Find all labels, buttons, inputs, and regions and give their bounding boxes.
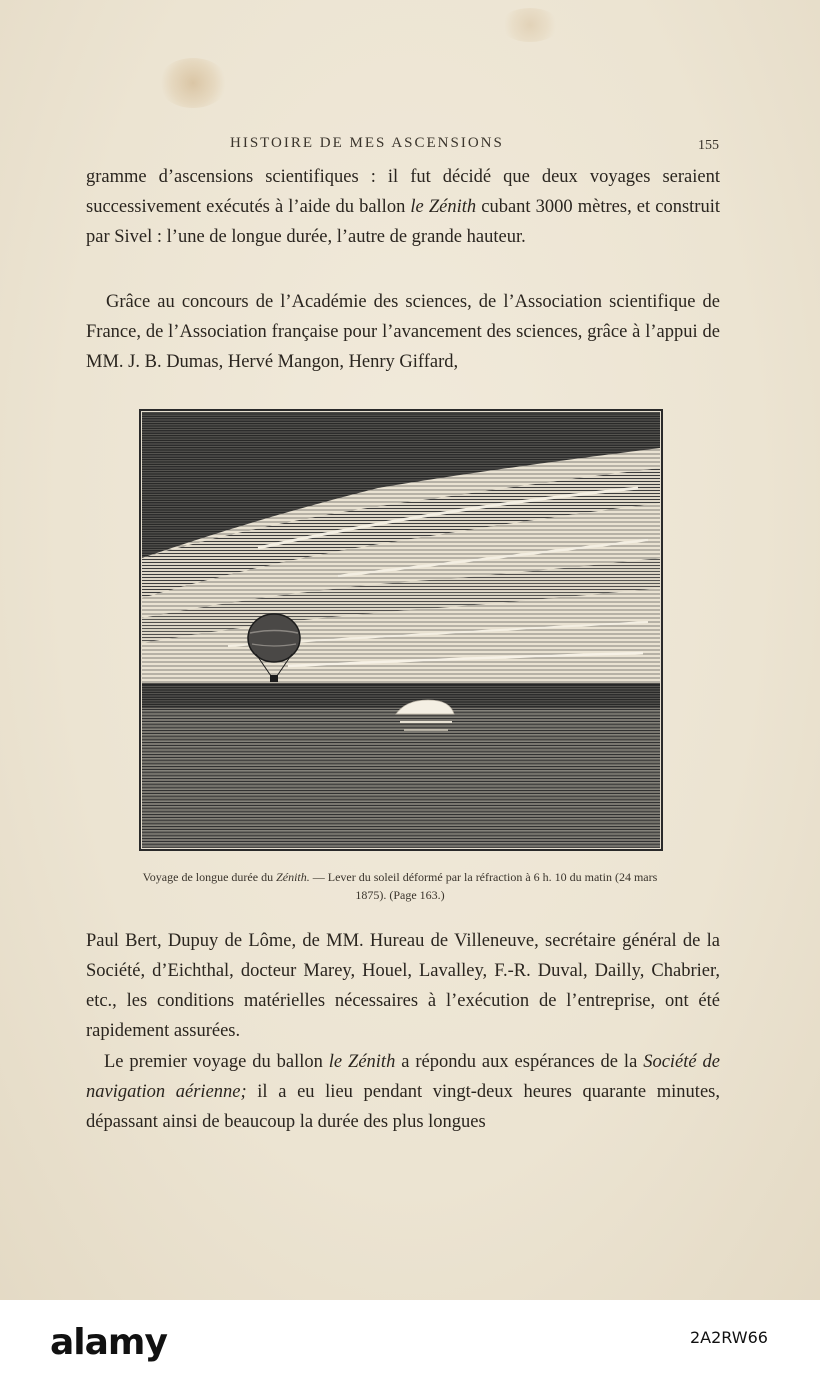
paper-stain <box>500 8 560 42</box>
page-number: 155 <box>698 138 719 153</box>
balloon-sunrise-engraving <box>138 408 664 852</box>
paragraph-4: Le premier voyage du ballon le Zénith a répondu aux espérances de la Société de navigation aérienne; il a eu lieu pendant vingt-deux heures quarante minutes, dépassant ainsi de beaucoup la durée des plus longues <box>86 1052 720 1132</box>
alamy-logo: alamy <box>50 1322 167 1363</box>
paragraph-3: Paul Bert, Dupuy de Lôme, de MM. Hureau de Villeneuve, secrétaire général de la Société, d’Eichthal, docteur Marey, Houel, Lavalley, F.-R. Duval, Dailly, Chabrier, etc., les conditions matérielles nécessaires à l’exécution de l’entreprise, ont été rapidement assurées. <box>86 931 720 1041</box>
stock-image-id: 2A2RW66 <box>690 1328 768 1347</box>
paper-stain <box>158 58 228 108</box>
paragraph-2: Grâce au concours de l’Académie des sciences, de l’Association scientifique de France, de l’Association française pour l’avancement des sciences, grâce à l’appui de MM. J. B. Dumas, Hervé Mangon, Henry Giffard, <box>86 292 720 372</box>
paragraph-1: gramme d’ascensions scientifiques : il fut décidé que deux voyages seraient successivement exécutés à l’aide du ballon le Zénith cubant 3000 mètres, et construit par Sivel : l’une de longue durée, l’autre de grande hauteur. <box>86 167 720 247</box>
engraving-illustration <box>138 408 664 852</box>
figure-caption: Voyage de longue durée du Zénith. — Lever du soleil déformé par la réfraction à 6 h. 10 du matin (24 mars 1875). (Page 163.) <box>142 870 658 902</box>
running-title: HISTOIRE DE MES ASCENSIONS <box>230 135 504 151</box>
